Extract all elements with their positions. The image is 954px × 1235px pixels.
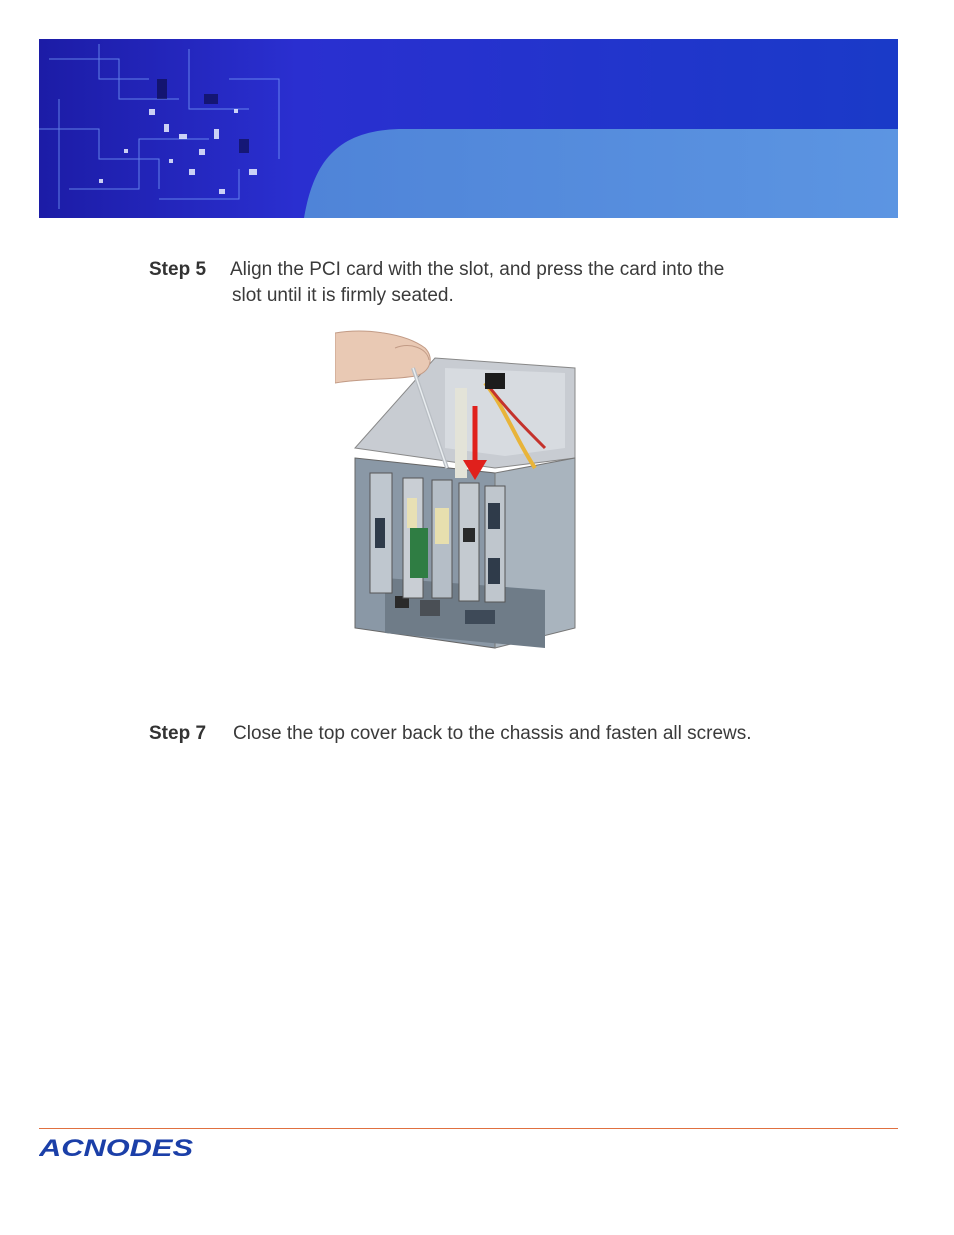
- acnodes-logo: [39, 1130, 199, 1162]
- step-text-line: Close the top cover back to the chassis and fasten all screws.: [233, 723, 752, 744]
- circuit-board-banner: [39, 39, 898, 218]
- step-text-line: Align the PCI card with the slot, and press the card into the: [230, 259, 725, 280]
- step-label: Step 7: [149, 723, 207, 744]
- header-banner: [39, 39, 898, 218]
- step-text-line: slot until it is firmly seated.: [232, 285, 454, 306]
- step-label: Step 5: [149, 259, 207, 280]
- logo-text: ACNODES: [39, 1135, 194, 1162]
- footer-divider: [39, 1128, 898, 1129]
- pci-card-install-photo: [335, 328, 577, 675]
